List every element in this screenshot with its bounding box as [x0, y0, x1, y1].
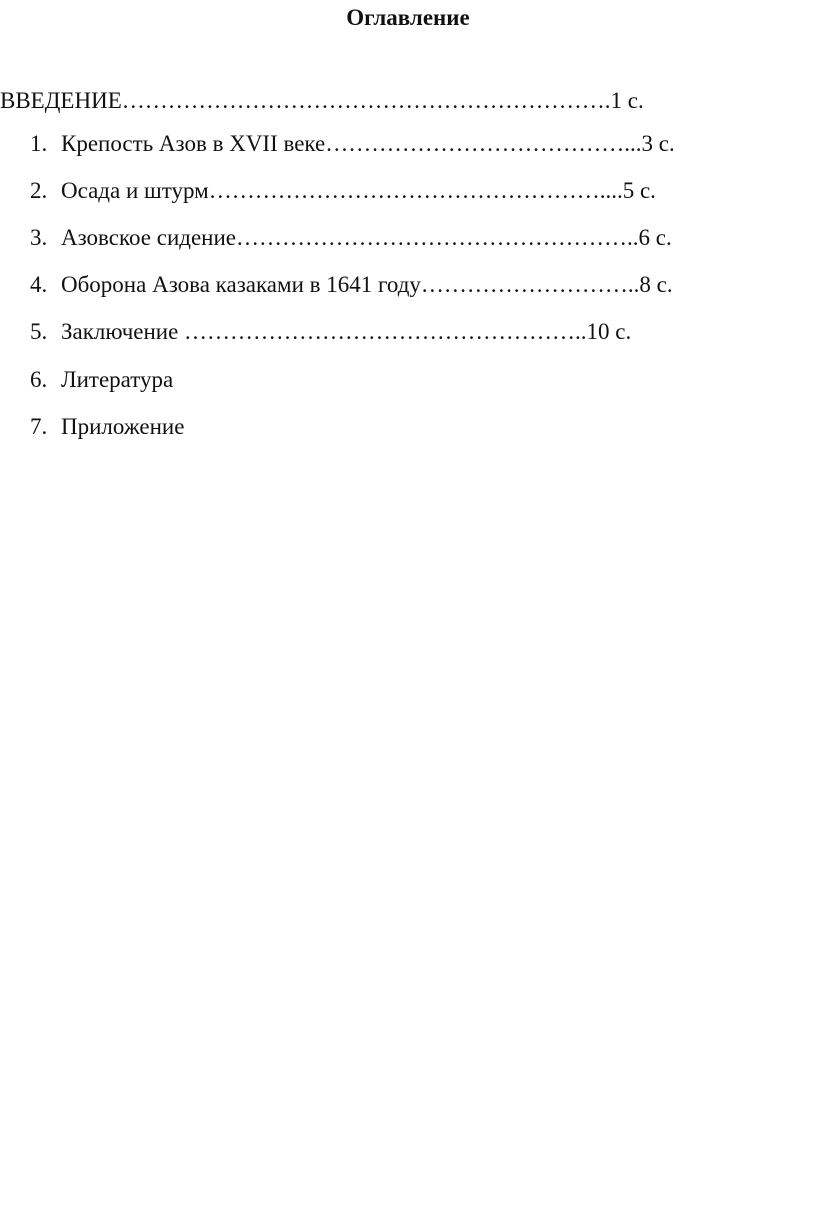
toc-item: [30, 130, 675, 158]
toc-item-text: Осада и штурм……………………………………………....5 с.: [61, 178, 656, 203]
toc-item-number: 6.: [30, 367, 48, 392]
toc-item-text: Крепость Азов в XVII веке…………………………………...3 с.: [61, 131, 675, 156]
document-title: Оглавление: [346, 5, 470, 30]
toc-item: [30, 271, 673, 299]
toc-item-text: Заключение ……………………………………………..10 с.: [61, 319, 632, 344]
toc-item: [30, 413, 184, 441]
toc-introduction: ВВЕДЕНИЕ……………………………………………………….1 с.: [0, 88, 644, 113]
toc-item: [30, 318, 631, 346]
toc-item-number: 1.: [30, 131, 48, 156]
toc-item: [30, 224, 672, 252]
toc-item-number: 2.: [30, 178, 48, 203]
toc-item-text: Приложение: [61, 414, 185, 439]
toc-item-text: Оборона Азова казаками в 1641 году………………………..8 с.: [61, 272, 673, 297]
toc-item-number: 7.: [30, 414, 48, 439]
toc-item-text: Литература: [61, 367, 174, 392]
toc-item-number: 5.: [30, 319, 48, 344]
toc-item-number: 3.: [30, 225, 48, 250]
toc-item: [30, 177, 656, 205]
toc-item-number: 4.: [30, 272, 48, 297]
toc-item-text: Азовское сидение……………………………………………..6 с.: [61, 225, 672, 250]
toc-item: [30, 366, 173, 394]
